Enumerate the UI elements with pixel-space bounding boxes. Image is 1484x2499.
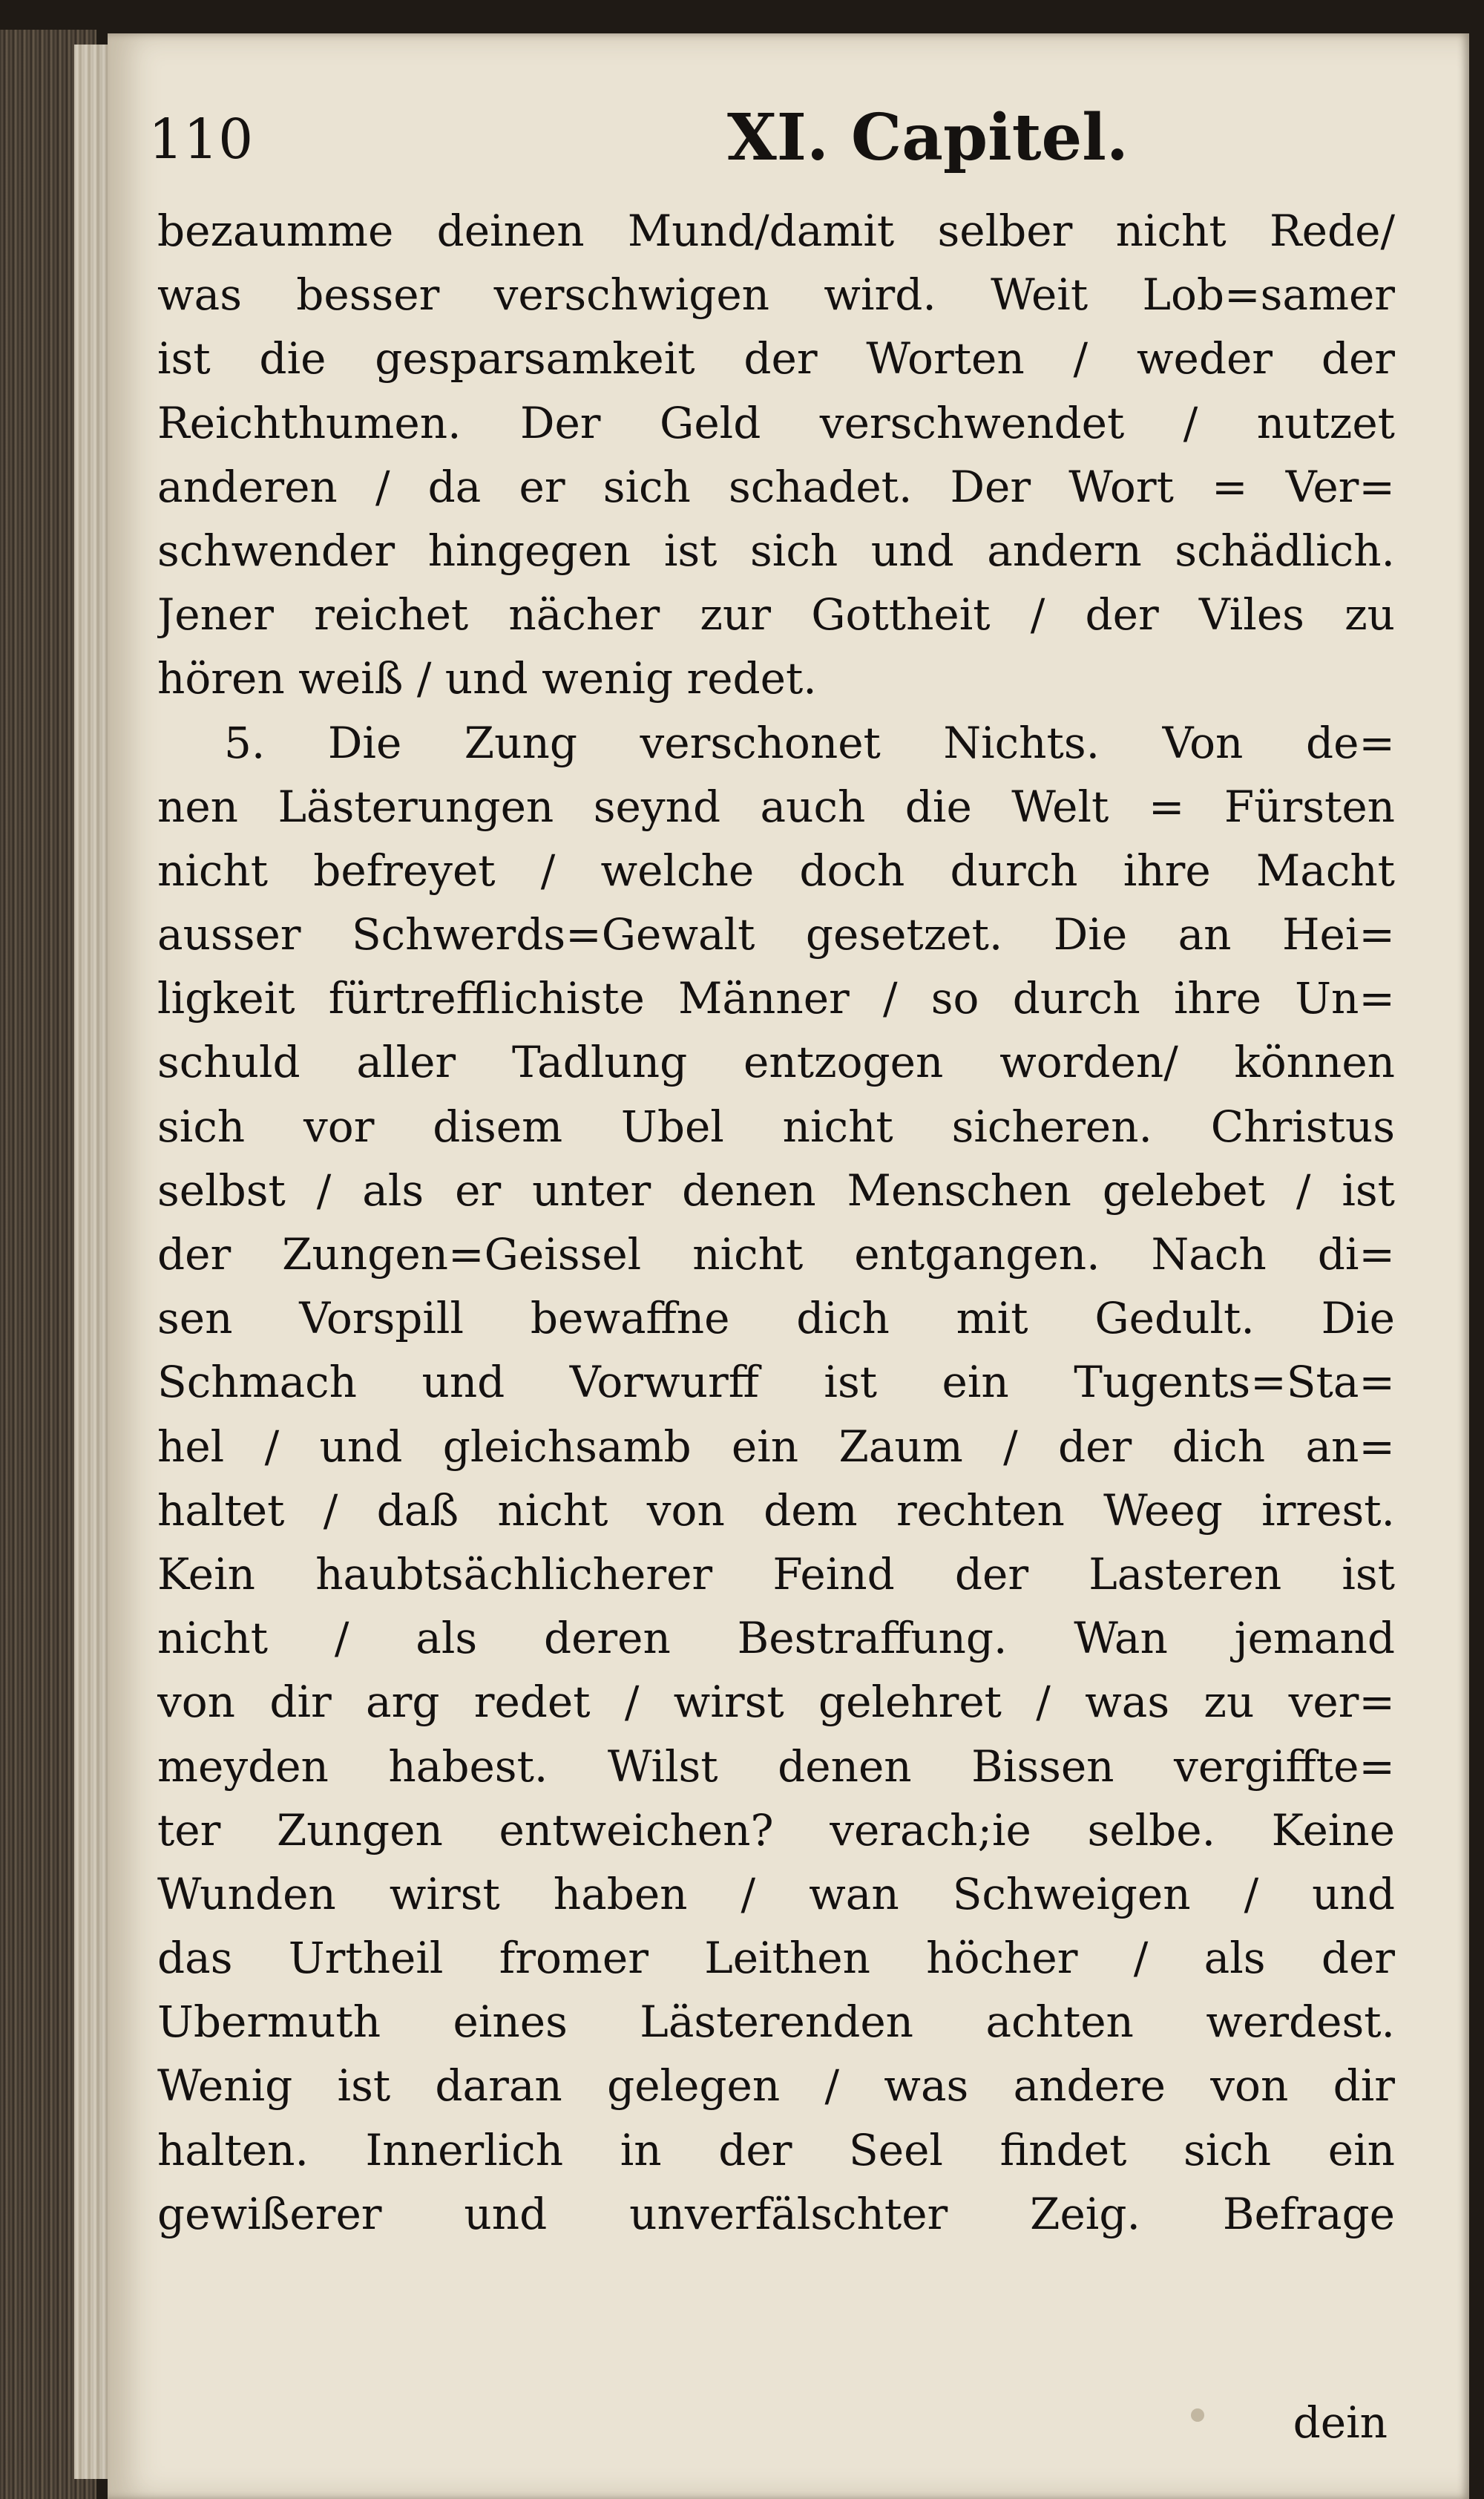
text-line: sen Vorspill bewaffne dich mit Gedult. Die (157, 1293, 1395, 1344)
text-line: bezaumme deinen Mund/damit selber nicht Rede/ (157, 206, 1395, 256)
text-line: schuld aller Tadlung entzogen worden/ können (157, 1037, 1395, 1088)
text-line: haltet / daß nicht von dem rechten Weeg irrest. (157, 1484, 1395, 1536)
text-line: der Zungen=Geissel nicht entgangen. Nach di= (157, 1229, 1395, 1280)
text-line: gewißerer und unverfälschter Zeig. Befrage (157, 2188, 1395, 2239)
text-line: nicht befreyet / welche doch durch ihre Macht (157, 845, 1395, 896)
text-line: ter Zungen entweichen? verach;ie selbe. Keine (157, 1804, 1395, 1856)
text-line: hören weiß / und wenig redet. (157, 653, 817, 704)
body-text (157, 199, 1395, 2246)
text-line: Jener reichet nächer zur Gottheit / der Viles zu (157, 589, 1395, 641)
text-line: was besser verschwigen wird. Weit Lob=samer (157, 269, 1395, 321)
text-line: halten. Innerlich in der Seel findet sich ein (157, 2124, 1395, 2175)
text-line: Wenig ist daran gelegen / was andere von dir (157, 2060, 1395, 2112)
chapter-title: XI. Capitel. (727, 100, 1129, 175)
running-head (148, 85, 1402, 197)
text-line: Reichthumen. Der Geld verschwendet / nutzet (157, 397, 1395, 448)
catchword: dein (1293, 2397, 1388, 2448)
page-number: 110 (148, 108, 254, 171)
text-line: nen Lästerungen seynd auch die Welt = Fürsten (157, 781, 1395, 832)
text-line: Wunden wirst haben / wan Schweigen / und (157, 1868, 1395, 1919)
text-line: ausser Schwerds=Gewalt gesetzet. Die an Hei= (157, 909, 1395, 960)
text-line: Ubermuth eines Lästerenden achten werdest. (157, 1997, 1395, 2048)
text-line: von dir arg redet / wirst gelehret / was zu ver= (157, 1677, 1395, 1728)
text-line: Kein haubtsächlicherer Feind der Lasteren ist (157, 1548, 1395, 1599)
text-line: selbst / als er unter denen Menschen gelebet / ist (157, 1165, 1395, 1216)
text-line: Schmach und Vorwurff ist ein Tugents=Sta= (157, 1357, 1395, 1408)
text-line: anderen / da er sich schadet. Der Wort = Ver= (157, 461, 1395, 512)
text-line: meyden habest. Wilst denen Bissen vergiffte= (157, 1740, 1395, 1792)
text-line: ligkeit fürtrefflichiste Männer / so durch ihre Un= (157, 973, 1395, 1024)
text-line: hel / und gleichsamb ein Zaum / der dich an= (157, 1421, 1395, 1472)
text-line: ist die gesparsamkeit der Worten / weder der (157, 333, 1395, 384)
text-line: sich vor disem Ubel nicht sicheren. Christus (157, 1101, 1395, 1152)
text-line: schwender hingegen ist sich und andern schädlich. (157, 525, 1395, 576)
paragraph-start-line: 5. Die Zung verschonet Nichts. Von de= (224, 717, 1395, 768)
text-line: nicht / als deren Bestraffung. Wan jemand (157, 1613, 1395, 1664)
text-line: das Urtheil fromer Leithen höcher / als der (157, 1933, 1395, 1984)
